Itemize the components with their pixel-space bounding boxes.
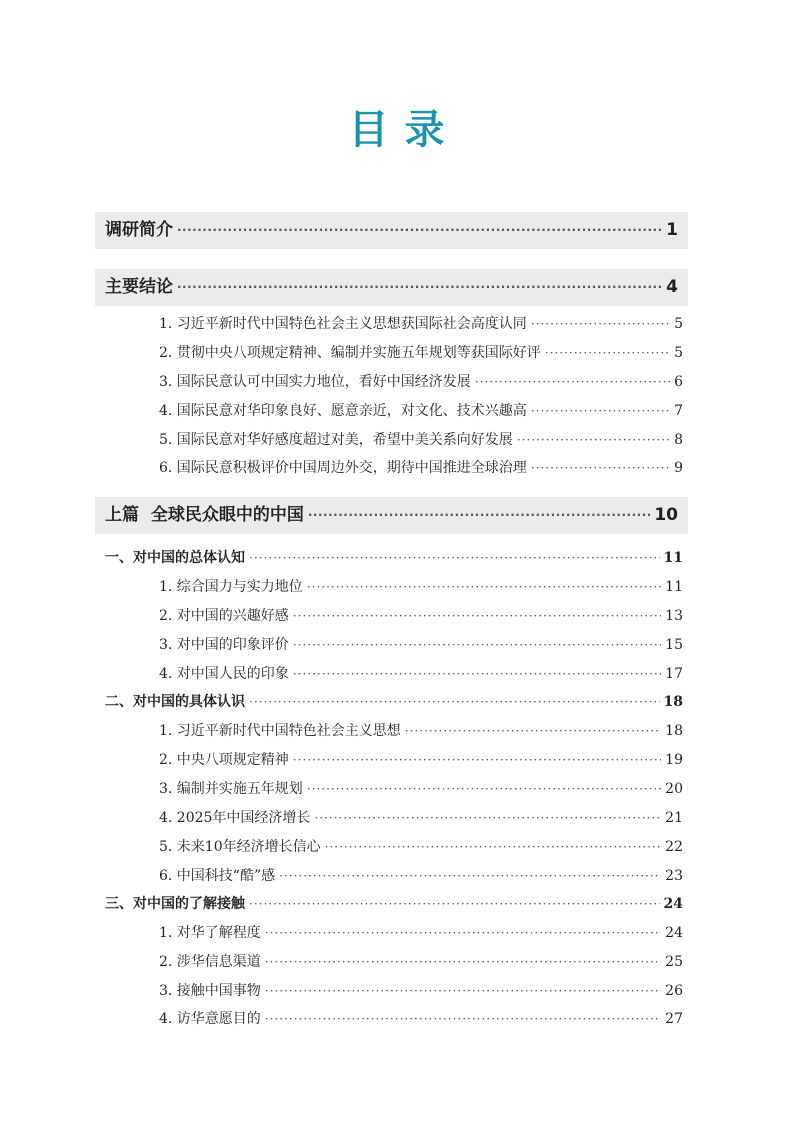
- toc-page-number: 26: [665, 983, 683, 999]
- toc-section-label: 三、对中国的了解接触: [105, 896, 245, 912]
- toc-section-label: 二、对中国的具体认识: [105, 694, 245, 710]
- toc-item-label: 1. 习近平新时代中国特色社会主义思想获国际社会高度认同: [159, 316, 527, 332]
- toc-item[interactable]: [159, 574, 683, 600]
- toc-part-label: 调研简介: [105, 220, 173, 240]
- toc-part-part1[interactable]: [95, 497, 688, 534]
- dot-leader: [517, 427, 670, 453]
- toc-item-label: 3. 国际民意认可中国实力地位，看好中国经济发展: [159, 374, 471, 390]
- dot-leader: [531, 311, 670, 337]
- page-title: 目录: [348, 107, 461, 153]
- toc-item[interactable]: [159, 455, 683, 481]
- toc-item-label: 3. 接触中国事物: [159, 983, 261, 999]
- toc-page-number: 25: [665, 954, 683, 970]
- dot-leader: [545, 340, 670, 366]
- toc-page-number: 17: [665, 666, 683, 682]
- toc-item-label: 4. 对中国人民的印象: [159, 666, 289, 682]
- dot-leader: [308, 497, 650, 534]
- toc-item-label: 2. 涉华信息渠道: [159, 954, 261, 970]
- toc-item[interactable]: [159, 718, 683, 744]
- toc-item[interactable]: [159, 632, 683, 658]
- dot-leader: [293, 661, 661, 687]
- toc-page-number: 18: [663, 694, 683, 710]
- toc-item[interactable]: [159, 427, 683, 453]
- dot-leader: [293, 747, 661, 773]
- toc-item-label: 2. 贯彻中央八项规定精神、编制并实施五年规划等获国际好评: [159, 345, 541, 361]
- toc-item[interactable]: [159, 747, 683, 773]
- toc-item-label: 1. 对华了解程度: [159, 925, 261, 941]
- toc-item[interactable]: [159, 603, 683, 629]
- dot-leader: [279, 863, 661, 889]
- dot-leader: [249, 891, 660, 917]
- toc-item-label: 1. 习近平新时代中国特色社会主义思想: [159, 723, 401, 739]
- toc-page-number: 24: [665, 925, 683, 941]
- toc-item-label: 3. 对中国的印象评价: [159, 637, 289, 653]
- dot-leader: [475, 369, 670, 395]
- toc-item[interactable]: [159, 949, 683, 975]
- toc-item-label: 5. 国际民意对华好感度超过对美，希望中美关系向好发展: [159, 432, 513, 448]
- dot-leader: [265, 949, 661, 975]
- dot-leader: [314, 805, 661, 831]
- dot-leader: [265, 920, 661, 946]
- toc-page-number: 5: [674, 345, 683, 361]
- toc-part-label: 主要结论: [105, 277, 173, 297]
- dot-leader: [405, 718, 661, 744]
- dot-leader: [293, 632, 661, 658]
- toc-item-label: 6. 国际民意积极评价中国周边外交，期待中国推进全球治理: [159, 460, 527, 476]
- toc-item-label: 5. 未来10年经济增长信心: [159, 839, 321, 855]
- toc-item-label: 1. 综合国力与实力地位: [159, 579, 303, 595]
- toc-item[interactable]: [159, 978, 683, 1004]
- dot-leader: [325, 834, 662, 860]
- dot-leader: [265, 978, 661, 1004]
- toc-page-number: 11: [663, 550, 683, 566]
- toc-page-number: 20: [665, 781, 683, 797]
- dot-leader: [177, 212, 662, 249]
- dot-leader: [307, 776, 661, 802]
- toc-item-label: 4. 国际民意对华印象良好、愿意亲近，对文化、技术兴趣高: [159, 403, 527, 419]
- toc-section[interactable]: [105, 545, 683, 571]
- toc-item[interactable]: [159, 1006, 683, 1032]
- toc-page-number: 18: [665, 723, 683, 739]
- dot-leader: [249, 689, 660, 715]
- toc-item-label: 4. 访华意愿目的: [159, 1011, 261, 1027]
- toc-page-number: 4: [666, 277, 678, 297]
- toc-page-number: 19: [665, 752, 683, 768]
- toc-page-number: 23: [665, 868, 683, 884]
- toc-page-number: 9: [674, 460, 683, 476]
- toc-page-number: 24: [663, 896, 683, 912]
- toc-part-label: 上篇 全球民众眼中的中国: [105, 505, 304, 525]
- toc-page-number: 1: [666, 220, 678, 240]
- dot-leader: [307, 574, 661, 600]
- dot-leader: [177, 269, 662, 306]
- toc-page-number: 6: [674, 374, 683, 390]
- toc-item[interactable]: [159, 369, 683, 395]
- dot-leader: [265, 1006, 661, 1032]
- toc-item[interactable]: [159, 776, 683, 802]
- toc-page-number: 5: [674, 316, 683, 332]
- toc-item[interactable]: [159, 661, 683, 687]
- toc-item[interactable]: [159, 834, 683, 860]
- toc-part-conclusions[interactable]: [95, 269, 688, 306]
- toc-item-label: 6. 中国科技“酷”感: [159, 868, 276, 884]
- toc-page-number: 21: [665, 810, 683, 826]
- toc-item-label: 4. 2025年中国经济增长: [159, 810, 311, 826]
- toc-item-label: 2. 中央八项规定精神: [159, 752, 289, 768]
- toc-item[interactable]: [159, 863, 683, 889]
- dot-leader: [293, 603, 661, 629]
- toc-section[interactable]: [105, 891, 683, 917]
- toc-item[interactable]: [159, 340, 683, 366]
- toc-part-intro[interactable]: [95, 212, 688, 249]
- toc-item[interactable]: [159, 920, 683, 946]
- toc-page-number: 10: [654, 505, 678, 525]
- toc-item[interactable]: [159, 311, 683, 337]
- toc-section[interactable]: [105, 689, 683, 715]
- toc-page-number: 22: [665, 839, 683, 855]
- dot-leader: [531, 398, 670, 424]
- toc-page-number: 7: [674, 403, 683, 419]
- toc-page-number: 13: [665, 608, 683, 624]
- toc-item-label: 2. 对中国的兴趣好感: [159, 608, 289, 624]
- dot-leader: [249, 545, 660, 571]
- toc-page-number: 8: [674, 432, 683, 448]
- toc-page-number: 11: [665, 579, 683, 595]
- toc-item-label: 3. 编制并实施五年规划: [159, 781, 303, 797]
- toc-section-label: 一、对中国的总体认知: [105, 550, 245, 566]
- toc-page-number: 15: [665, 637, 683, 653]
- toc-item[interactable]: [159, 398, 683, 424]
- toc-page-number: 27: [665, 1011, 683, 1027]
- toc-item[interactable]: [159, 805, 683, 831]
- dot-leader: [531, 455, 670, 481]
